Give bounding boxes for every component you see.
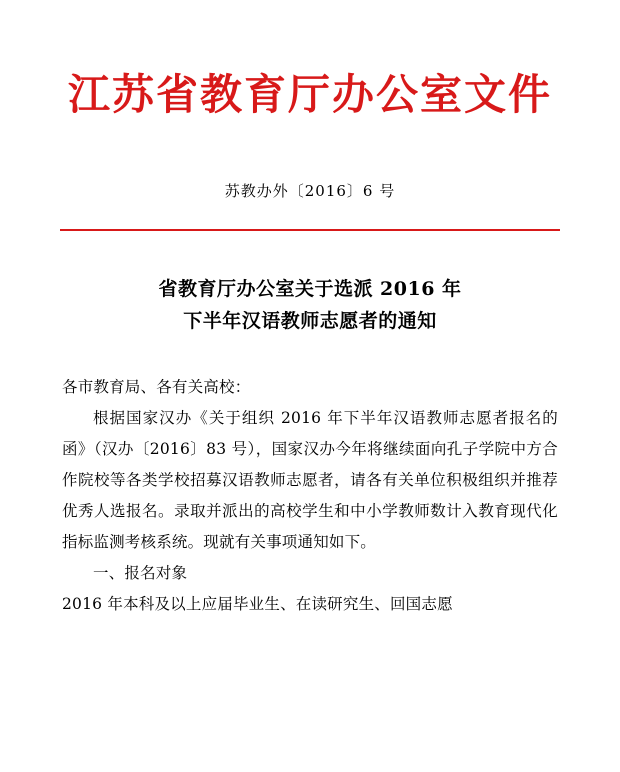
- document-body: [62, 372, 558, 620]
- section-1-text: 2016 年本科及以上应届毕业生、在读研究生、回国志愿: [62, 594, 453, 613]
- document-title-line-1: 省教育厅办公室关于选派 2016 年: [158, 278, 462, 301]
- document-number: 苏教办外〔2016〕6 号: [224, 182, 396, 201]
- body-paragraph-1: 根据国家汉办《关于组织 2016 年下半年汉语教师志愿者报名的函》（汉办〔2016〕83 号），国家汉办今年将继续面向孔子学院中方合作院校等各类学校招募汉语教师志愿者，请各有关单位积极组织并推荐优秀人选报名。录取并派出的高校学生和中小学教师数计入教育现代化指标监测考核系统。现就有关事项通知如下。: [62, 408, 558, 551]
- red-divider-rule: [60, 229, 560, 231]
- salutation: 各市教育局、各有关高校：: [62, 377, 251, 396]
- document-title: [62, 273, 558, 338]
- document-title-line-2: 下半年汉语教师志愿者的通知: [183, 310, 437, 333]
- document-page: [0, 72, 620, 772]
- section-heading-1: 一、报名对象: [93, 563, 188, 582]
- document-masthead: 江苏省教育厅办公室文件: [67, 70, 552, 119]
